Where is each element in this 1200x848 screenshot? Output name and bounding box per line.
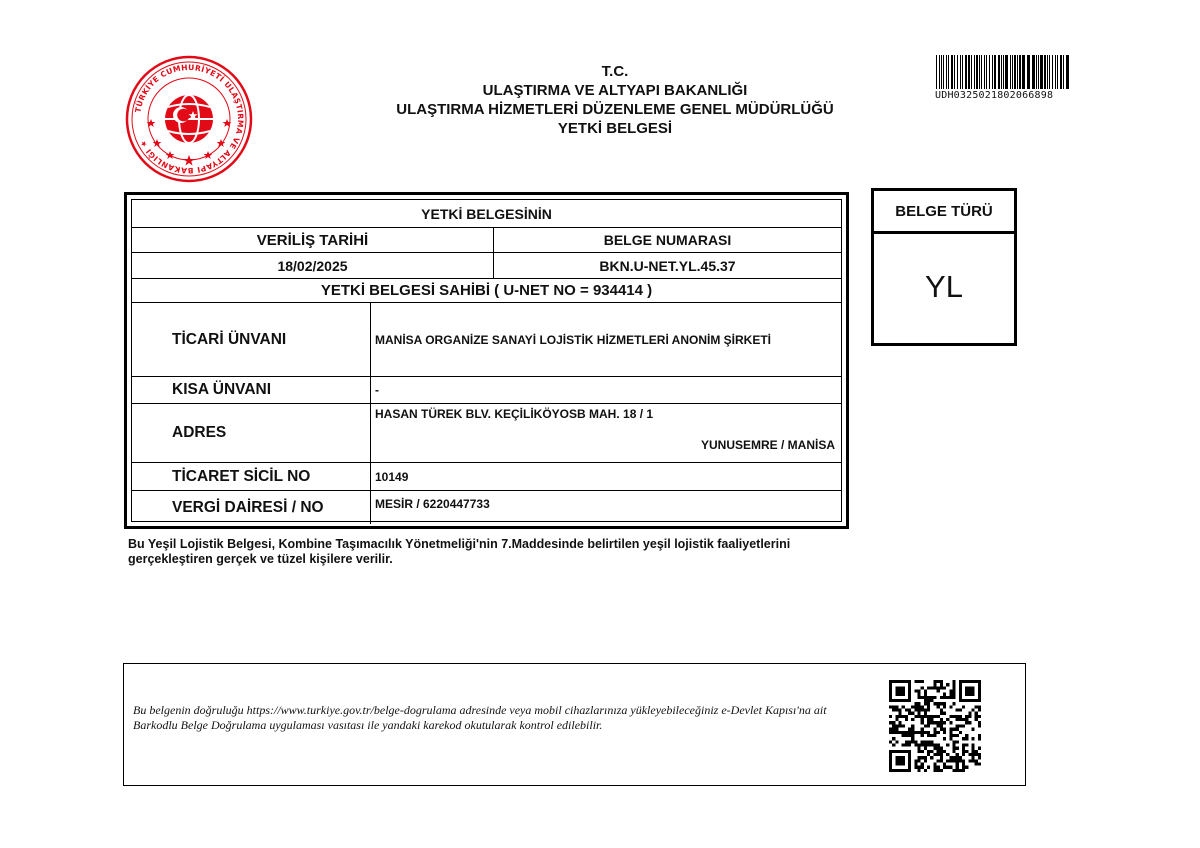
- registry-label: TİCARET SİCİL NO: [172, 467, 311, 485]
- table-header-row: [132, 228, 841, 253]
- section-title: YETKİ BELGESİNİN: [421, 205, 552, 222]
- table-values-row: [132, 253, 841, 279]
- header-ministry: ULAŞTIRMA VE ALTYAPI BAKANLIĞI: [482, 82, 748, 99]
- header-document-type: YETKİ BELGESİ: [557, 120, 673, 137]
- trade-name-label: TİCARİ ÜNVANI: [172, 330, 287, 348]
- address-line-1: HASAN TÜREK BLV. KEÇİLİKÖYOSB MAH. 18 / 1: [375, 407, 654, 421]
- table-row: [132, 404, 841, 463]
- barcode-icon: [935, 55, 1071, 89]
- short-name-value: -: [370, 377, 841, 403]
- header-republic: T.C.: [601, 63, 629, 80]
- ministry-seal-logo: [125, 55, 253, 183]
- certificate-table: [124, 192, 849, 529]
- short-name-label: KISA ÜNVANI: [172, 381, 272, 398]
- address-value: [370, 404, 841, 462]
- header-directorate: ULAŞTIRMA HİZMETLERİ DÜZENLEME GENEL MÜDÜRLÜĞÜ: [396, 101, 834, 118]
- holder-title-row: [132, 279, 841, 303]
- table-row: [132, 491, 841, 524]
- address-label: ADRES: [172, 424, 227, 441]
- address-line-2: YUNUSEMRE / MANİSA: [700, 438, 835, 452]
- verification-box: [123, 663, 1026, 786]
- table-row: [132, 303, 841, 377]
- document-type-label: BELGE TÜRÜ: [874, 191, 1014, 234]
- svg-text:TÜRKİYE CUMHURİYETİ ULAŞTIRMA: TÜRKİYE CUMHURİYETİ ULAŞTIRMA VE ALTYAPI BAKANLIĞI ★: [133, 62, 246, 176]
- document-type-value: YL: [925, 269, 963, 304]
- doc-number-label: BELGE NUMARASI: [493, 228, 841, 252]
- issue-date-value: 18/02/2025: [277, 257, 348, 274]
- tax-label: VERGİ DAİRESİ / NO: [172, 498, 324, 516]
- doc-number-value: BKN.U-NET.YL.45.37: [493, 253, 841, 278]
- issue-date-label: VERİLİŞ TARİHİ: [256, 231, 369, 249]
- barcode-block: [935, 55, 1075, 101]
- registry-value: 10149: [370, 463, 841, 490]
- verification-text: Bu belgenin doğruluğu https://www.turkiye.gov.tr/belge-dogrulama adresinde veya mobil cihazlarınıza yükleyebileceğiniz e-Devlet Kapısı'na ait Barkodlu Belge Doğrulama uygulaması vasıtası ile yandaki karekod okutularak kontrol edilebilir.: [133, 703, 827, 732]
- table-row: [132, 377, 841, 404]
- holder-title: YETKİ BELGESİ SAHİBİ ( U-NET NO = 934414 ): [320, 282, 653, 299]
- legal-note: Bu Yeşil Lojistik Belgesi, Kombine Taşımacılık Yönetmeliği'nin 7.Maddesinde belirtilen yeşil lojistik faaliyetlerini gerçekleştiren gerçek ve tüzel kişilere verilir.: [128, 537, 791, 566]
- qr-code-icon: [889, 680, 981, 772]
- document-header: [360, 62, 870, 138]
- document-type-box: [871, 188, 1017, 346]
- trade-name-value: MANİSA ORGANİZE SANAYİ LOJİSTİK HİZMETLERİ ANONİM ŞİRKETİ: [370, 303, 841, 376]
- barcode-number: UDH0325021802066898: [935, 90, 1054, 101]
- table-section-title-row: [132, 200, 841, 228]
- table-row: [132, 463, 841, 491]
- tax-value: MESİR / 6220447733: [370, 491, 841, 524]
